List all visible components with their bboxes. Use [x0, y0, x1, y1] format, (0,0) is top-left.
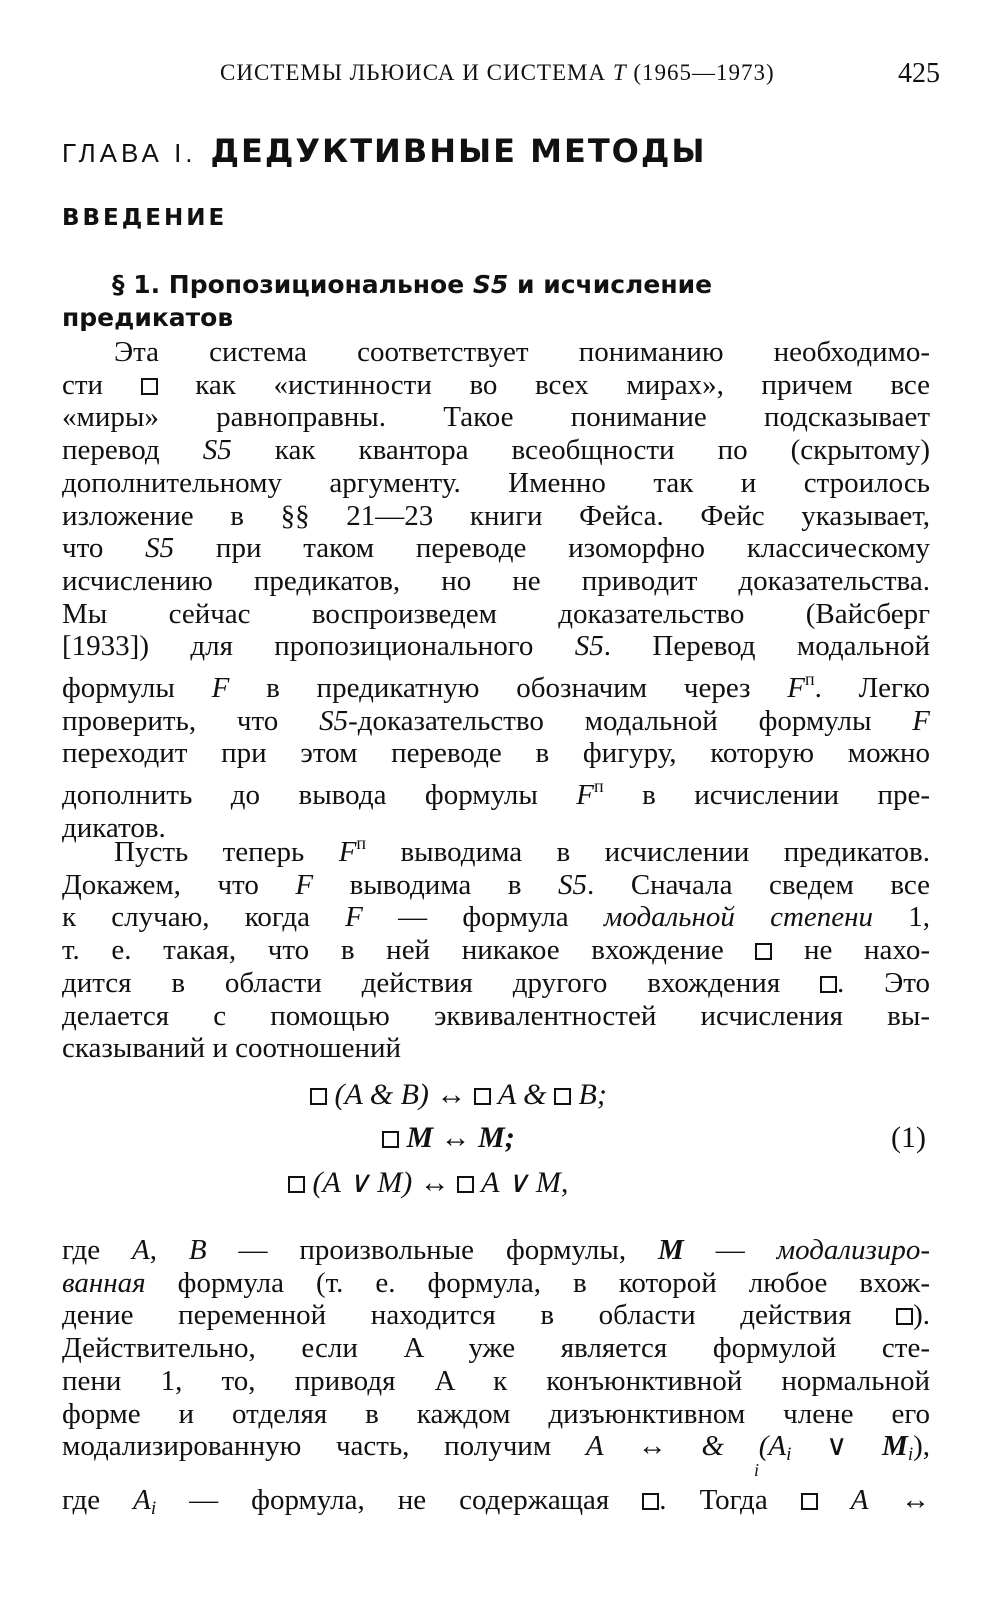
necessity-box-icon: [820, 976, 837, 993]
formula-block: [62, 1078, 930, 1208]
chapter-heading: [62, 132, 707, 170]
formula-line-2: M ↔ M;: [382, 1121, 515, 1155]
chapter-label: ГЛАВА I.: [62, 138, 197, 168]
necessity-box-icon: [554, 1088, 571, 1105]
paragraph-1: Эта система соответствует пониманию необходимо- сти как «истинности во всех мирах», причем все «миры» равноправны. Такое понимание подсказывает перевод S5 как квантора всеобщности по (скрытому) дополнительному аргументу. Именно так и строилось изложение в §§ 21—23 книги Фейса. Фейс указывает, что S5 при таком переводе изоморфно классическому исчислению предикатов, но не приводит доказательства. Мы сейчас воспроизведем доказательство (Вайсберг [1933]) для пропозиционального S5. Перевод модальной формулы F в предикатную обозначим через $F^п$. Легко проверить, что S5-доказательство модальной формулы F переходит при этом переводе в фигуру, которую можно дополнить до вывода формулы $F^п$ в исчислении пре- дикатов.: [62, 336, 930, 844]
formula-line-1: (A & B) ↔ A & B;: [310, 1078, 607, 1112]
necessity-box-icon: [457, 1176, 474, 1193]
necessity-box-icon: [382, 1131, 399, 1148]
paragraph-3: где A, B — произвольные формулы, M — модализиро- ванная формула (т. е. формула, в которой любое вхож- дение переменной находится в области действия ). Действительно, если A уже является формулой сте- пени 1, то, приводя A к конъюнктивной нормальной форме и отделяя в каждом дизъюнктивном члене его модализированную часть, получим A ↔ & ($A_i$ ∨ $M_i$), i где $A_i$ — формула, не содержащая . Тогда A ↔: [62, 1234, 931, 1519]
equation-number: (1): [891, 1121, 926, 1154]
section-heading: § 1. Пропозициональное S5 и исчисление предикатов: [62, 270, 713, 332]
necessity-box-icon: [141, 378, 158, 395]
necessity-box-icon: [801, 1493, 818, 1510]
formula-line-3: (A ∨ M) ↔ A ∨ M,: [288, 1165, 568, 1200]
intro-heading: ВВЕДЕНИЕ: [62, 205, 228, 231]
page-number: 425: [898, 58, 940, 89]
necessity-box-icon: [642, 1493, 659, 1510]
chapter-title: ДЕДУКТИВНЫЕ МЕТОДЫ: [210, 132, 707, 170]
necessity-box-icon: [310, 1088, 327, 1105]
necessity-box-icon: [755, 943, 772, 960]
necessity-box-icon: [474, 1088, 491, 1105]
necessity-box-icon: [288, 1176, 305, 1193]
running-title: СИСТЕМЫ ЛЬЮИСА И СИСТЕМА T (1965—1973): [220, 60, 775, 85]
necessity-box-icon: [896, 1308, 913, 1325]
paragraph-2: Пусть теперь $F^п$ выводима в исчислении предикатов. Докажем, что F выводима в S5. Сначала сведем все к случаю, когда F — формула модальной степени 1, т. е. такая, что в ней никакое вхождение не нахо- дится в области действия другого вхождения . Это делается с помощью эквивалентностей исчисления вы- сказываний и соотношений: [62, 833, 931, 1065]
conjunction-index: i: [754, 1460, 760, 1481]
